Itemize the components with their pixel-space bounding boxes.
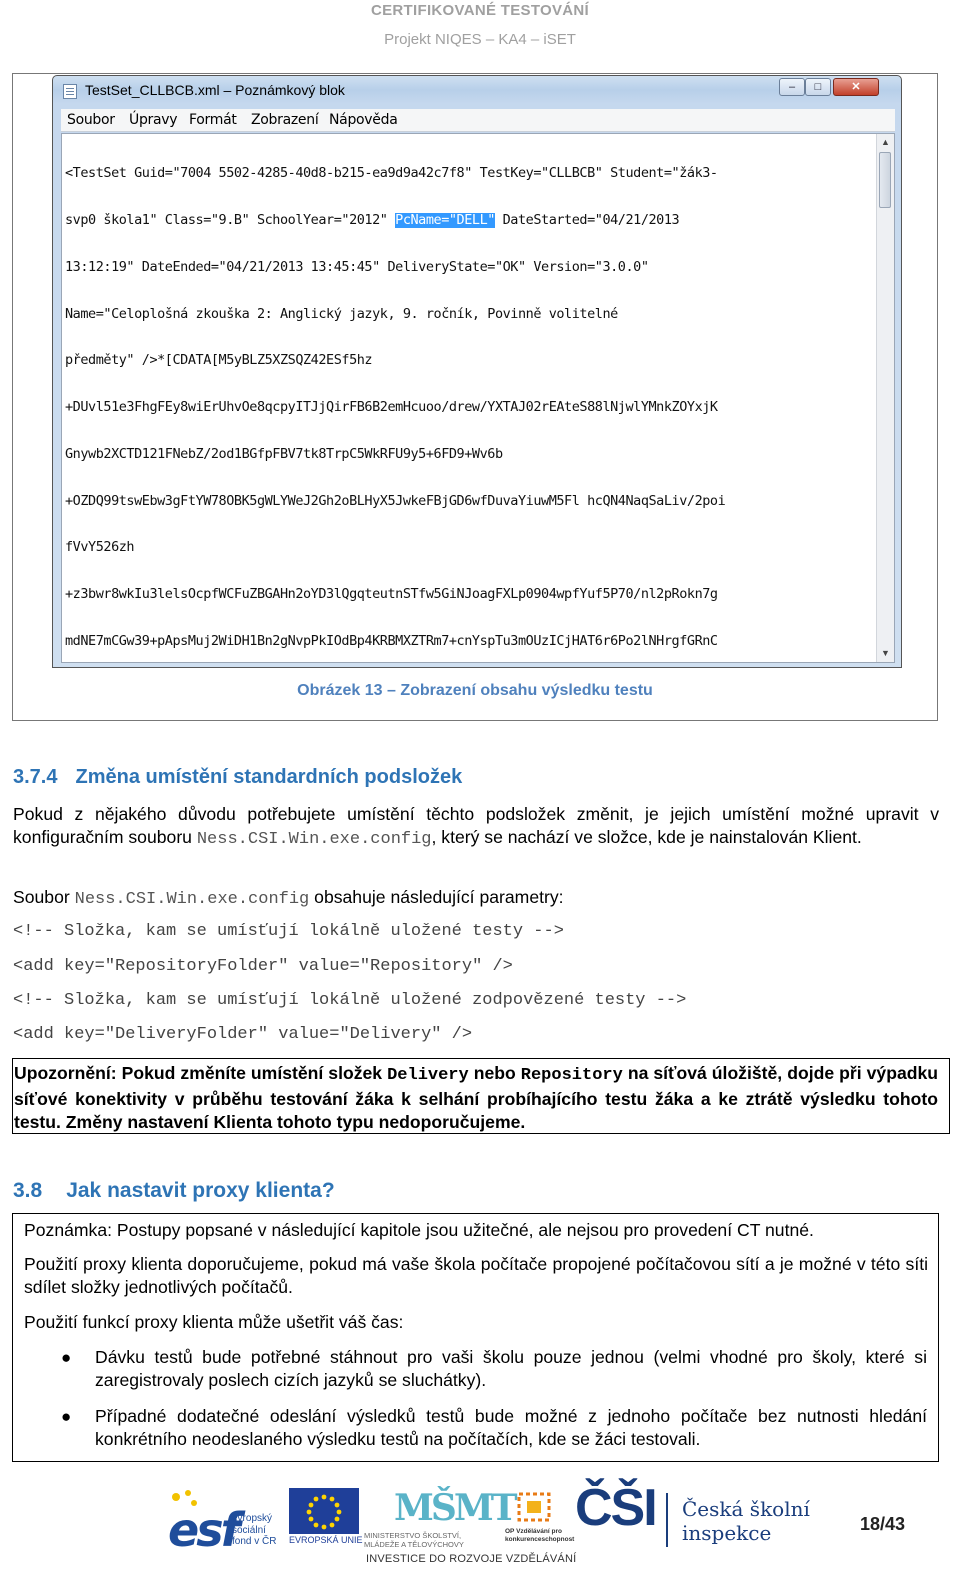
xml-content: [65, 135, 873, 663]
op-logo: [505, 1488, 575, 1548]
code-line: +z3bwr8wkIu3lelsOcpfWCFuZBGAHn2oYD3lQgqteutnSTfw5GiNJoagFXLp0904wpfYuf5P70/nl2pRokn7g: [65, 587, 718, 603]
menu-format[interactable]: Formát: [189, 112, 237, 128]
code-line: +DUvl51e3FhgFEy8wiErUhvOe8qcpyITJjQirFB6B2emHcuoo/drew/YXTAJ02rEAteS88lNjwlYMnkZOYxjK: [65, 400, 718, 416]
note-box: [12, 1213, 939, 1462]
paragraph-params: Soubor Ness.CSI.Win.exe.config obsahuje následující parametry:: [13, 887, 564, 909]
text-editor-area[interactable]: [61, 133, 895, 663]
running-header-title: CERTIFIKOVANÉ TESTOVÁNÍ: [370, 2, 590, 19]
config-filename: Ness.CSI.Win.exe.config: [74, 890, 310, 909]
eu-caption: EVROPSKÁ UNIE: [289, 1535, 363, 1545]
text-selection: PcName="DELL": [395, 212, 495, 228]
scroll-down-arrow-icon[interactable]: ▼: [881, 648, 890, 658]
code-line: Name="Celoplošná zkouška 2: Anglický jazyk, 9. ročník, Povinně volitelné: [65, 306, 618, 322]
menu-bar: [61, 109, 895, 132]
csi-logo: ČŠI: [575, 1479, 656, 1537]
paragraph-config: Pokud z nějakého důvodu potřebujete umístění těchto podsložek změnit, je jejich umístění možné upravit v konfiguračním souboru Ness.CSI.Win.exe.config, který se nachází ve složce, kde je nainstalován Klient.: [13, 804, 939, 849]
notepad-icon: [63, 84, 77, 99]
config-filename: Ness.CSI.Win.exe.config: [196, 830, 432, 849]
eu-stars-icon: [289, 1488, 359, 1534]
vertical-scrollbar[interactable]: [876, 134, 894, 662]
op-caption: OP Vzdělávání pro konkurenceschopnost: [505, 1528, 575, 1543]
menu-upravy[interactable]: Úpravy: [129, 112, 178, 128]
code-line: mdNE7mCGw39+pApsMuj2WiDH1Bn2gNvpPkIOdBp4KRBMXZTRm7+cnYspTu3mOUzICjHAT6r6Po2lNHrgfGRnC: [65, 634, 718, 649]
running-header-project: Projekt NIQES – KA4 – iSET: [384, 31, 576, 48]
section-heading-374: 3.7.4 Změna umístění standardních podsložek: [13, 766, 463, 788]
code-comment-repository: <!-- Složka, kam se umísťují lokálně uložené testy -->: [13, 922, 564, 941]
scroll-thumb[interactable]: [879, 152, 891, 208]
eu-flag-icon: [289, 1488, 359, 1534]
code-line: svp0 škola1" Class="9.B" SchoolYear="2012" PcName="DELL" DateStarted="04/21/2013: [65, 212, 680, 228]
csi-name: Česká školní inspekce: [682, 1497, 810, 1545]
minimize-button[interactable]: –: [779, 78, 805, 96]
figure-caption: Obrázek 13 – Zobrazení obsahu výsledku testu: [297, 682, 653, 699]
section-heading-38: 3.8 Jak nastavit proxy klienta?: [13, 1179, 335, 1202]
close-button[interactable]: ✕: [833, 78, 879, 96]
bullet-item: Případné dodatečné odeslání výsledků testů bude možné z jednoho počítače bez nutnosti hledání konkrétního neodeslaného výsledku testů na počítačích, kde se žáci testovali.: [95, 1406, 927, 1449]
menu-soubor[interactable]: Soubor: [67, 112, 115, 128]
maximize-button[interactable]: □: [805, 78, 831, 96]
bullet-icon: ●: [61, 1348, 72, 1367]
esf-logo: esf evropský sociální fond v ČR: [160, 1487, 282, 1567]
code-line: fVvY526zh: [65, 540, 135, 556]
code-delivery-folder: <add key="DeliveryFolder" value="Delivery" />: [13, 1025, 473, 1044]
proxy-benefits-intro: Použití funkcí proxy klienta může ušetřit váš čas:: [24, 1312, 404, 1332]
note-text: Poznámka: Postupy popsané v následující kapitole jsou užitečné, ale nejsou pro provedení CT nutné.: [24, 1220, 814, 1240]
csi-divider: [666, 1493, 668, 1547]
bullet-icon: ●: [61, 1407, 72, 1426]
msmt-logo: MŠMT MINISTERSTVO ŠKOLSTVÍ, MLÁDEŽE A TĚLOVÝCHOVY: [364, 1487, 515, 1549]
page-number: 18/43: [860, 1514, 906, 1534]
code-comment-delivery: <!-- Složka, kam se umísťují lokálně uložené zodpovězené testy -->: [13, 991, 687, 1010]
scroll-up-arrow-icon[interactable]: ▲: [881, 137, 890, 147]
window-title: TestSet_CLLBCB.xml – Poznámkový blok: [85, 82, 345, 98]
menu-napoveda[interactable]: Nápověda: [329, 112, 398, 128]
notepad-window: [52, 75, 902, 668]
code-line: předměty" />*[CDATA[M5yBLZ5XZSQZ42ESf5hz: [65, 353, 373, 369]
bullet-item: Dávku testů bude potřebné stáhnout pro vaši školu pouze jednou (velmi vhodné pro školy, které si zaregistrovaly poslech cizích jazyků se sluchátky).: [95, 1347, 927, 1390]
code-line: <TestSet Guid="7004 5502-4285-40d8-b215-ea9d9a42c7f8" TestKey="CLLBCB" Student="žák3-: [65, 166, 718, 182]
code-repository-folder: <add key="RepositoryFolder" value="Repository" />: [13, 957, 513, 976]
code-line: 13:12:19" DateEnded="04/21/2013 13:45:45" DeliveryState="OK" Version="3.0.0": [65, 259, 649, 275]
menu-zobrazeni[interactable]: Zobrazení: [251, 112, 319, 128]
code-line: Gnywb2XCTD121FNebZ/2od1BGfpFBV7tk8TrpC5WkRFU9y5+6FD9+Wv6b: [65, 446, 503, 462]
investment-slogan: INVESTICE DO ROZVOJE VZDĚLÁVÁNÍ: [366, 1553, 577, 1565]
warning-box: Upozornění: Pokud změníte umístění složek Delivery nebo Repository na síťová úložiště, dojde při výpadku síťové konektivity v průběhu testování žáka k selhání probíhajícího testu žáka a ke ztrátě výsledku tohoto testu. Změny nastavení Klienta tohoto typu nedoporučujeme.: [12, 1058, 950, 1134]
op-emblem-icon: [513, 1488, 557, 1524]
proxy-recommendation: Použití proxy klienta doporučujeme, pokud má vaše škola počítače propojené počítačovou sítí a je možné v této síti sdílet složky jednotlivých počítačů.: [24, 1254, 928, 1297]
code-line: +OZDQ99tswEbw3gFtYW78OBK5gWLYWeJ2Gh2oBLHyX5JwkeFBjGD6wfDuvaYiuwM5Fl hcQN4NaqSaLiv/2poi: [65, 493, 726, 509]
